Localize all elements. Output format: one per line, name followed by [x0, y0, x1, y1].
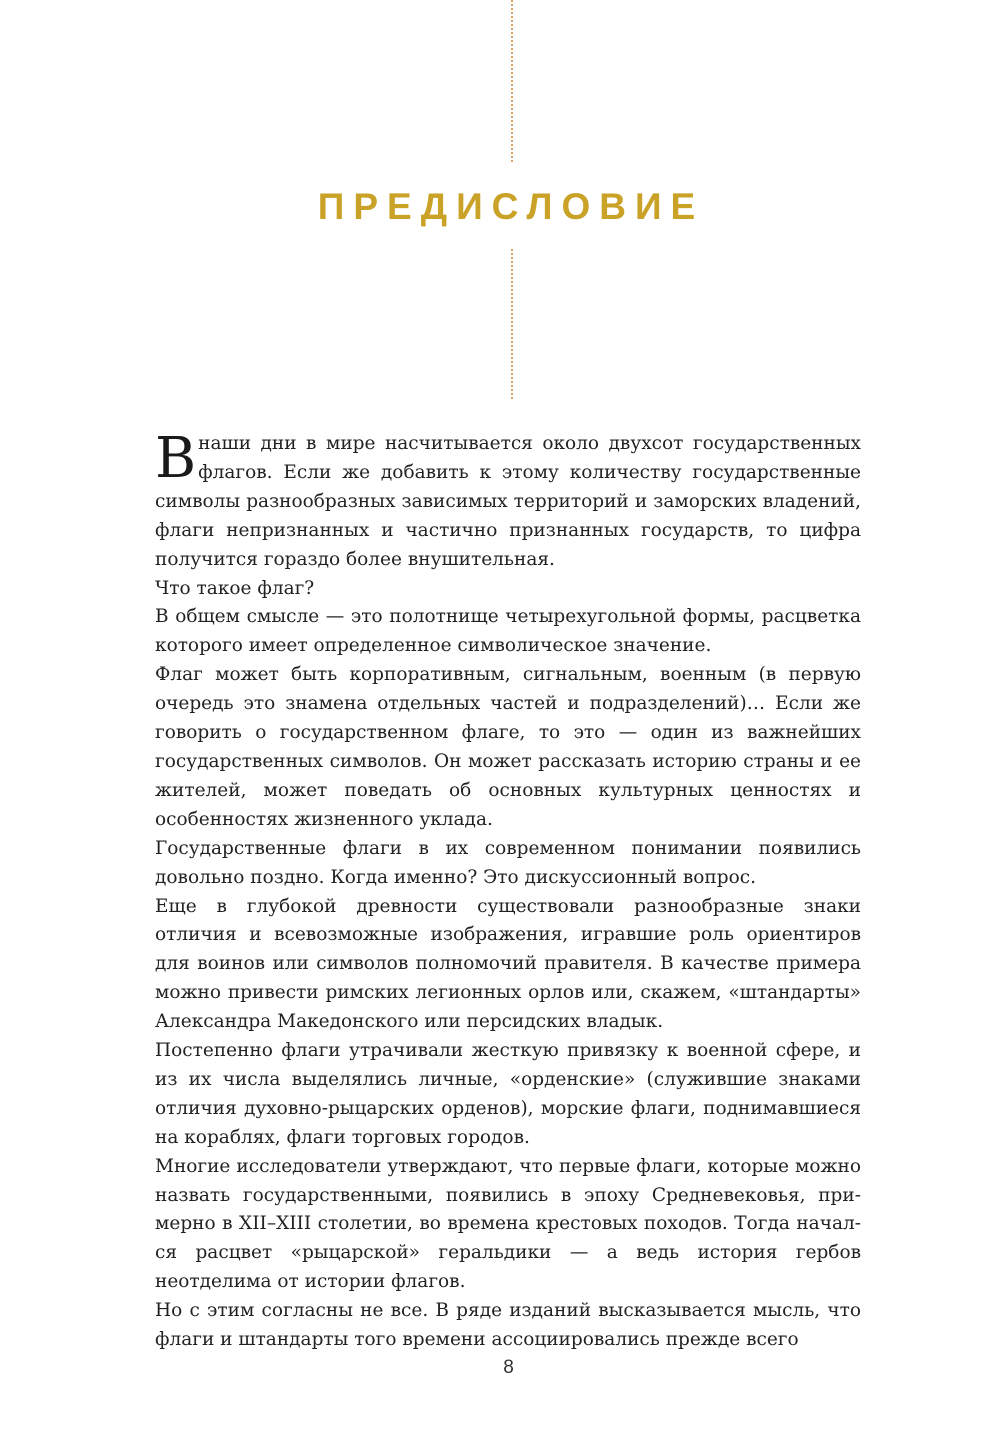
paragraph-4: Флаг может быть корпоративным, сигнальным, военным (в первую очередь это знамена отдельных частей и подразделений)… Если же говорить о государственном флаге, то это — один из важнейших государственных символов. Он может рассказать историю страны и ее жителей, может поведать об основных культурных ценностях и особенностях жизненного уклада. — [155, 664, 861, 830]
paragraph-1-text: наши дни в мире насчитывается около двухсот государственных флагов. Если же добавить к этому количеству государственные символы разнообразных зависимых территорий и заморских владений, флаги непризнанных и частично признанных государств, то цифра получится гораздо более внушительная. — [155, 433, 861, 570]
paragraph-6: Еще в глубокой древности существовали разнообразные знаки отличия и всевозможные изображения, игравшие роль ориентиров для воинов или символов полномочий правителя. В качестве примера можно привести римских легионных орлов или, скажем, «штандарты» Александра Македонского или персидских владык. — [155, 895, 861, 1033]
paragraph-7: Постепенно флаги утрачивали жесткую привязку к военной сфере, и из их числа выделялись личные, «орденские» (служившие знаками отличия духовно-рыцарских орденов), морские флаги, поднимавшиеся на кораблях, флаги торговых городов. — [155, 1040, 861, 1148]
paragraph-8: Многие исследователи утверждают, что первые флаги, которые можно назвать государственными, появились в эпоху Средневековья, примерно в XII–XIII столетии, во времена крестовых походов. Тогда начался расцвет «рыцарской» геральдики — а ведь история гербов неотделима от истории флагов. — [155, 1155, 861, 1293]
paragraph-1 — [155, 426, 861, 575]
paragraph-2: Что такое флаг? — [155, 577, 315, 599]
page-number: 8 — [503, 1357, 514, 1378]
chapter-title: ПРЕДИСЛОВИЕ — [317, 186, 705, 227]
paragraph-9: Но с этим согласны не все. В ряде изданий высказывается мысль, что флаги и штандарты того времени ассоциировались прежде всего — [155, 1300, 861, 1351]
decorative-dotted-rule-bottom — [511, 249, 513, 399]
paragraph-5: Государственные флаги в их современном понимании появились довольно поздно. Когда именно? Это дискуссионный вопрос. — [155, 837, 861, 888]
decorative-dotted-rule-top — [511, 0, 513, 162]
body-text — [155, 426, 861, 1355]
paragraph-3: В общем смысле — это полотнище четырехугольной формы, расцветка которого имеет определенное символическое значение. — [155, 606, 861, 657]
drop-cap: В — [155, 426, 197, 491]
